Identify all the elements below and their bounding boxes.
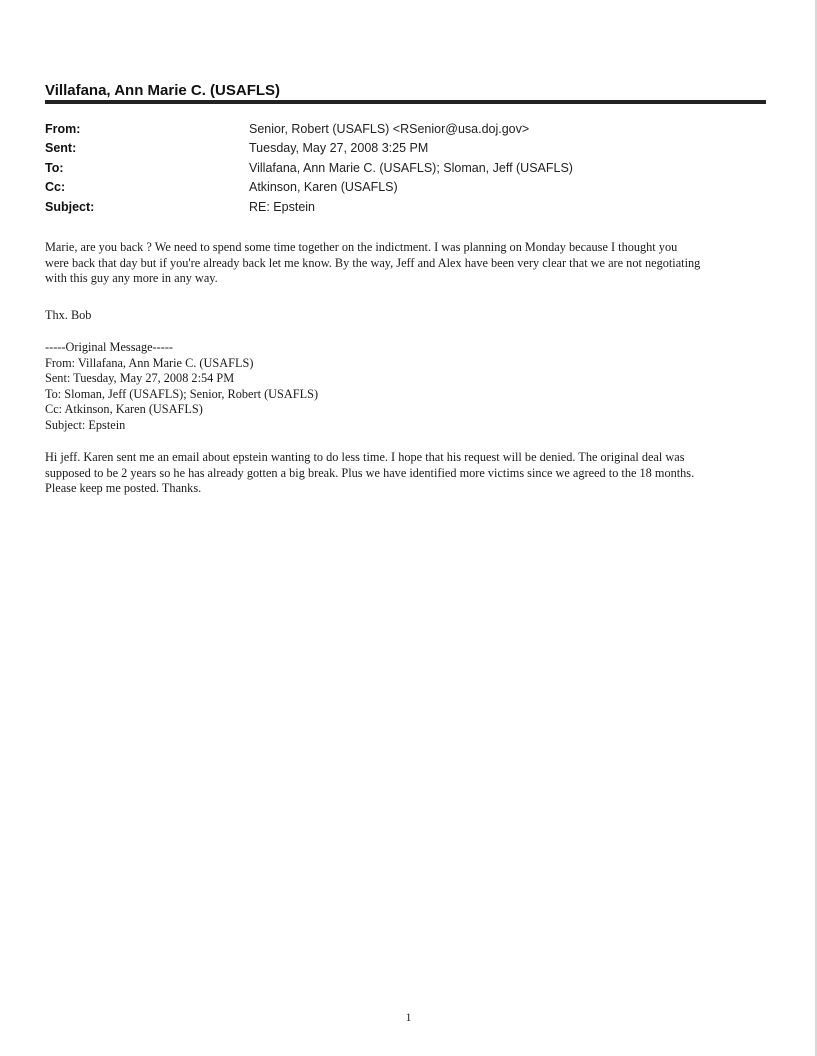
reply-line: were back that day but if you're already back let me know. By the way, Jeff and Alex have been very clear that we are not negotiating: [45, 255, 701, 270]
header-from-row: [45, 119, 766, 139]
reply-line: Marie, are you back ? We need to spend some time together on the indictment. I was planning on Monday because I thought you: [45, 240, 678, 254]
original-to: To: Sloman, Jeff (USAFLS); Senior, Robert (USAFLS): [45, 386, 319, 401]
header-subject-value: RE: Epstein: [249, 199, 316, 214]
header-sent-value: Tuesday, May 27, 2008 3:25 PM: [249, 141, 429, 156]
header-rule: [45, 100, 766, 104]
header-subject-row: [45, 197, 766, 217]
header-sent-row: [45, 139, 766, 159]
header-subject-label: Subject:: [45, 199, 95, 214]
original-from: From: Villafana, Ann Marie C. (USAFLS): [45, 355, 254, 370]
original-subject: Subject: Epstein: [45, 417, 126, 432]
reply-body: [45, 240, 765, 287]
reply-line: with this guy any more in any way.: [45, 271, 218, 285]
mailbox-owner-title: Villafana, Ann Marie C. (USAFLS): [45, 82, 281, 99]
original-divider: -----Original Message-----: [45, 340, 174, 354]
header-from-value: Senior, Robert (USAFLS) <RSenior@usa.doj.gov>: [249, 121, 530, 136]
header-to-label: To:: [45, 160, 64, 175]
original-sent: Sent: Tuesday, May 27, 2008 2:54 PM: [45, 371, 235, 385]
original-cc: Cc: Atkinson, Karen (USAFLS): [45, 402, 203, 416]
header-cc-label: Cc:: [45, 180, 66, 195]
header-from-label: From:: [45, 121, 81, 136]
header-sent-label: Sent:: [45, 141, 77, 156]
reply-signoff: Thx. Bob: [45, 308, 92, 322]
original-line: Hi jeff. Karen sent me an email about epstein wanting to do less time. I hope that his request will be denied. The original deal was: [45, 450, 685, 464]
original-message-body: [45, 450, 765, 497]
header-cc-value: Atkinson, Karen (USAFLS): [249, 180, 398, 195]
header-to-value: Villafana, Ann Marie C. (USAFLS); Sloman, Jeff (USAFLS): [249, 160, 573, 175]
original-message-header: [45, 340, 765, 433]
header-to-row: [45, 158, 766, 178]
email-headers: [45, 119, 766, 217]
original-line: supposed to be 2 years so he has already gotten a big break. Plus we have identified more victims since we agreed to the 18 months.: [45, 465, 695, 480]
page-number: 1: [405, 1010, 412, 1024]
original-line: Please keep me posted. Thanks.: [45, 481, 202, 495]
header-cc-row: [45, 178, 766, 198]
